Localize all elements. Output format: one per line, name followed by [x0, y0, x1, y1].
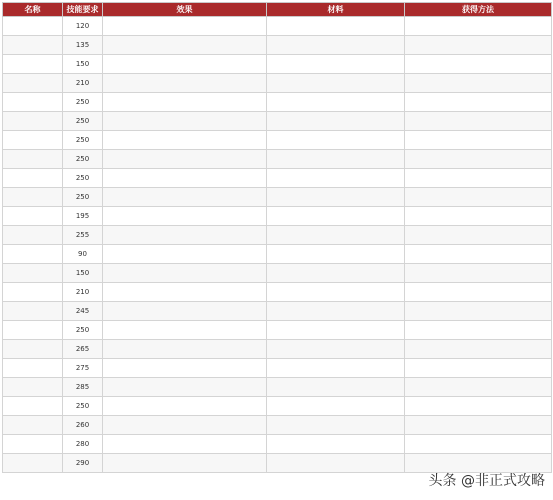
table-row — [3, 245, 552, 264]
table-row — [3, 112, 552, 131]
cell-materials — [267, 17, 405, 36]
cell-source — [405, 131, 552, 150]
cell-effect — [103, 93, 267, 112]
header-skill: 技能要求 — [63, 3, 103, 17]
cell-materials — [267, 397, 405, 416]
cell-skill: 250 — [63, 112, 103, 131]
table-row — [3, 36, 552, 55]
table-row — [3, 435, 552, 454]
cell-source — [405, 169, 552, 188]
cell-name — [3, 454, 63, 473]
cell-skill: 210 — [63, 283, 103, 302]
cell-skill: 245 — [63, 302, 103, 321]
cell-name — [3, 302, 63, 321]
cell-materials — [267, 302, 405, 321]
cell-source — [405, 74, 552, 93]
cell-name — [3, 397, 63, 416]
cell-skill: 285 — [63, 378, 103, 397]
cell-effect — [103, 435, 267, 454]
cell-name — [3, 359, 63, 378]
cell-name — [3, 131, 63, 150]
cell-name — [3, 416, 63, 435]
cell-source — [405, 226, 552, 245]
cell-source — [405, 340, 552, 359]
cell-source — [405, 283, 552, 302]
table-row — [3, 359, 552, 378]
cell-skill: 90 — [63, 245, 103, 264]
cell-name — [3, 36, 63, 55]
cell-name — [3, 245, 63, 264]
header-materials: 材料 — [267, 3, 405, 17]
watermark: 头条 @非正式攻略 — [428, 473, 545, 489]
cell-name — [3, 74, 63, 93]
header-source: 获得方法 — [405, 3, 552, 17]
cell-name — [3, 264, 63, 283]
table-row — [3, 17, 552, 36]
cell-materials — [267, 264, 405, 283]
cell-source — [405, 264, 552, 283]
cell-name — [3, 207, 63, 226]
cell-source — [405, 17, 552, 36]
cell-skill: 255 — [63, 226, 103, 245]
cell-skill: 150 — [63, 264, 103, 283]
cell-effect — [103, 17, 267, 36]
cell-materials — [267, 340, 405, 359]
table-row — [3, 169, 552, 188]
cell-materials — [267, 150, 405, 169]
cell-effect — [103, 340, 267, 359]
cell-skill: 250 — [63, 150, 103, 169]
cell-source — [405, 55, 552, 74]
cell-name — [3, 17, 63, 36]
cell-source — [405, 150, 552, 169]
table-row — [3, 188, 552, 207]
table-row — [3, 131, 552, 150]
cell-effect — [103, 454, 267, 473]
cell-source — [405, 36, 552, 55]
table-row — [3, 416, 552, 435]
table-row — [3, 93, 552, 112]
cell-effect — [103, 378, 267, 397]
cell-name — [3, 150, 63, 169]
cell-skill: 250 — [63, 131, 103, 150]
cell-source — [405, 359, 552, 378]
cell-name — [3, 93, 63, 112]
table-row — [3, 207, 552, 226]
cell-effect — [103, 245, 267, 264]
potion-table — [2, 2, 552, 473]
table-row — [3, 340, 552, 359]
cell-source — [405, 435, 552, 454]
cell-skill: 260 — [63, 416, 103, 435]
cell-materials — [267, 245, 405, 264]
cell-effect — [103, 112, 267, 131]
cell-skill: 150 — [63, 55, 103, 74]
cell-name — [3, 55, 63, 74]
cell-effect — [103, 55, 267, 74]
table-row — [3, 150, 552, 169]
header-effect: 效果 — [103, 3, 267, 17]
cell-source — [405, 321, 552, 340]
cell-materials — [267, 359, 405, 378]
cell-effect — [103, 36, 267, 55]
cell-materials — [267, 207, 405, 226]
cell-name — [3, 435, 63, 454]
cell-skill: 250 — [63, 321, 103, 340]
cell-source — [405, 302, 552, 321]
cell-effect — [103, 169, 267, 188]
cell-name — [3, 188, 63, 207]
table-row — [3, 283, 552, 302]
cell-skill: 290 — [63, 454, 103, 473]
cell-skill: 210 — [63, 74, 103, 93]
cell-materials — [267, 454, 405, 473]
cell-effect — [103, 321, 267, 340]
cell-effect — [103, 150, 267, 169]
cell-materials — [267, 416, 405, 435]
table-row — [3, 302, 552, 321]
cell-name — [3, 226, 63, 245]
cell-source — [405, 93, 552, 112]
table-row — [3, 74, 552, 93]
cell-source — [405, 207, 552, 226]
cell-source — [405, 416, 552, 435]
table-header-row — [3, 3, 552, 17]
cell-name — [3, 169, 63, 188]
cell-skill: 280 — [63, 435, 103, 454]
cell-skill: 265 — [63, 340, 103, 359]
cell-materials — [267, 283, 405, 302]
cell-name — [3, 340, 63, 359]
cell-effect — [103, 416, 267, 435]
cell-materials — [267, 435, 405, 454]
cell-materials — [267, 36, 405, 55]
table-row — [3, 378, 552, 397]
cell-effect — [103, 74, 267, 93]
cell-effect — [103, 302, 267, 321]
table-row — [3, 397, 552, 416]
cell-skill: 135 — [63, 36, 103, 55]
cell-source — [405, 188, 552, 207]
cell-effect — [103, 264, 267, 283]
cell-materials — [267, 93, 405, 112]
cell-source — [405, 378, 552, 397]
cell-effect — [103, 131, 267, 150]
table-row — [3, 264, 552, 283]
cell-skill: 195 — [63, 207, 103, 226]
cell-name — [3, 283, 63, 302]
cell-materials — [267, 321, 405, 340]
cell-skill: 250 — [63, 169, 103, 188]
cell-source — [405, 397, 552, 416]
cell-source — [405, 112, 552, 131]
cell-effect — [103, 397, 267, 416]
header-name: 名称 — [3, 3, 63, 17]
cell-materials — [267, 169, 405, 188]
table-row — [3, 226, 552, 245]
cell-skill: 250 — [63, 93, 103, 112]
cell-materials — [267, 131, 405, 150]
cell-materials — [267, 378, 405, 397]
cell-skill: 250 — [63, 188, 103, 207]
cell-skill: 275 — [63, 359, 103, 378]
cell-effect — [103, 207, 267, 226]
cell-materials — [267, 188, 405, 207]
cell-effect — [103, 226, 267, 245]
cell-materials — [267, 112, 405, 131]
table-row — [3, 55, 552, 74]
cell-source — [405, 245, 552, 264]
cell-effect — [103, 359, 267, 378]
cell-effect — [103, 188, 267, 207]
table-row — [3, 321, 552, 340]
cell-effect — [103, 283, 267, 302]
cell-name — [3, 321, 63, 340]
cell-materials — [267, 226, 405, 245]
cell-materials — [267, 55, 405, 74]
cell-name — [3, 378, 63, 397]
cell-skill: 250 — [63, 397, 103, 416]
cell-skill: 120 — [63, 17, 103, 36]
cell-name — [3, 112, 63, 131]
cell-materials — [267, 74, 405, 93]
